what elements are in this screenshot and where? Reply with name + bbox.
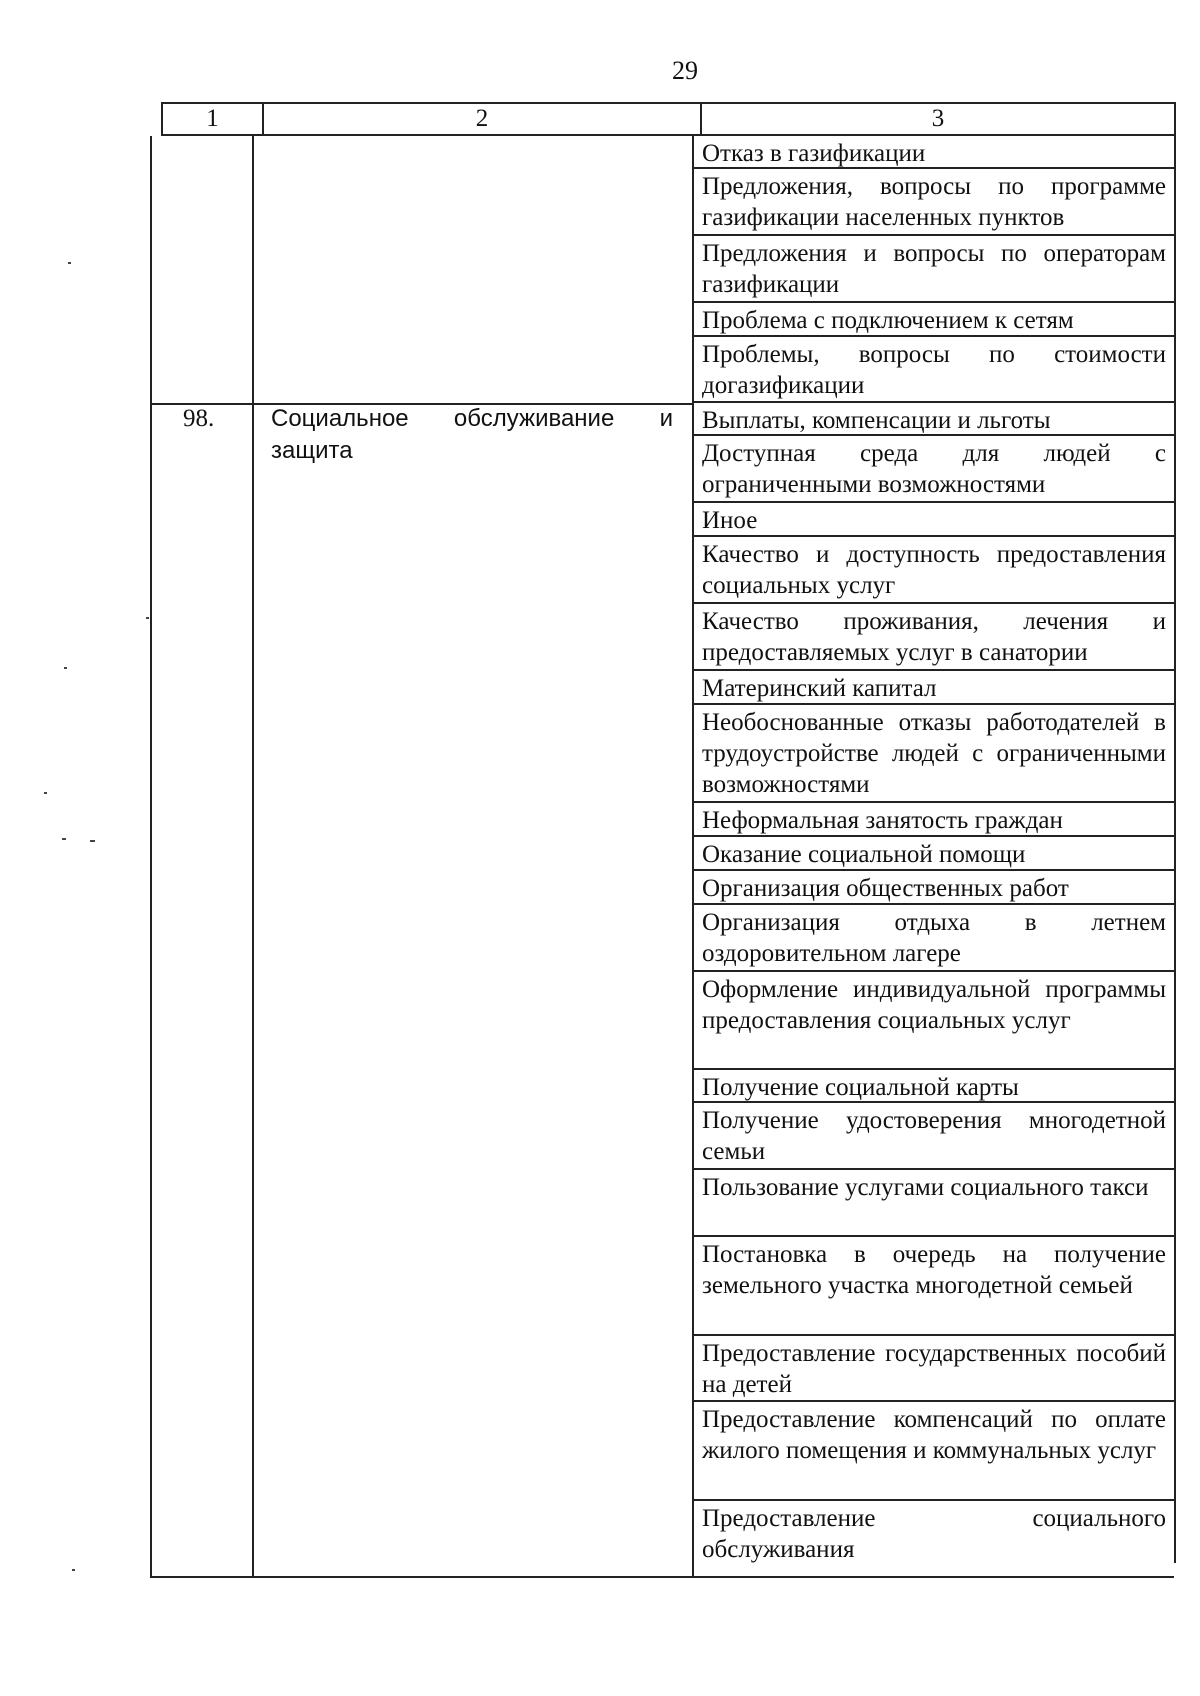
list-item: Организация общественных работ [694,871,1176,905]
list-item: Предоставление социального обслуживания [694,1501,1176,1563]
column-header-2: 2 [263,103,701,135]
row-category-name: Социальное обслуживание и защита [271,405,673,464]
list-item: Иное [694,503,1176,537]
column-divider-1 [252,136,254,1576]
list-item: Необоснованные отказы работодателей в трудоустройстве людей с ограниченными возможностями [694,705,1176,803]
list-item: Проблема с подключением к сетям [694,303,1176,337]
table-header-row [161,102,1176,136]
scan-mark [90,840,95,842]
scan-mark [146,617,149,619]
scan-mark [64,667,67,669]
row-number: 98. [183,405,215,432]
list-item: Материнский капитал [694,671,1176,705]
scan-mark [68,262,71,264]
scan-mark [44,792,47,794]
list-item: Получение социальной карты [694,1070,1176,1103]
page-number: 29 [672,56,698,85]
list-item: Доступная среда для людей с ограниченными возможностями [694,436,1176,503]
list-item: Неформальная занятость граждан [694,803,1176,837]
scan-mark [62,838,66,840]
table-body [150,136,1174,1578]
list-item: Предоставление государственных пособий на детей [694,1336,1176,1402]
list-item: Отказ в газификации [694,136,1176,169]
list-item: Качество и доступность предоставления социальных услуг [694,537,1176,604]
scan-mark [72,1569,75,1571]
column-header-3: 3 [701,103,1175,135]
list-item: Выплаты, компенсации и льготы [694,403,1176,436]
list-item: Постановка в очередь на получение земельного участка многодетной семьей [694,1237,1176,1336]
list-item: Организация отдыха в летнем оздоровительном лагере [694,905,1176,972]
list-item: Предоставление компенсаций по оплате жилого помещения и коммунальных услуг [694,1402,1176,1501]
list-item: Получение удостоверения многодетной семьи [694,1103,1176,1170]
list-item: Проблемы, вопросы по стоимости догазификации [694,337,1176,403]
list-item: Пользование услугами социального такси [694,1170,1176,1237]
subcategory-list [694,136,1176,1563]
column-header-1: 1 [162,103,263,135]
list-item: Качество проживания, лечения и предоставляемых услуг в санатории [694,604,1176,671]
list-item: Оказание социальной помощи [694,837,1176,871]
list-item: Предложения и вопросы по операторам газификации [694,236,1176,303]
list-item: Предложения, вопросы по программе газификации населенных пунктов [694,169,1176,236]
list-item: Оформление индивидуальной программы предоставления социальных услуг [694,972,1176,1070]
